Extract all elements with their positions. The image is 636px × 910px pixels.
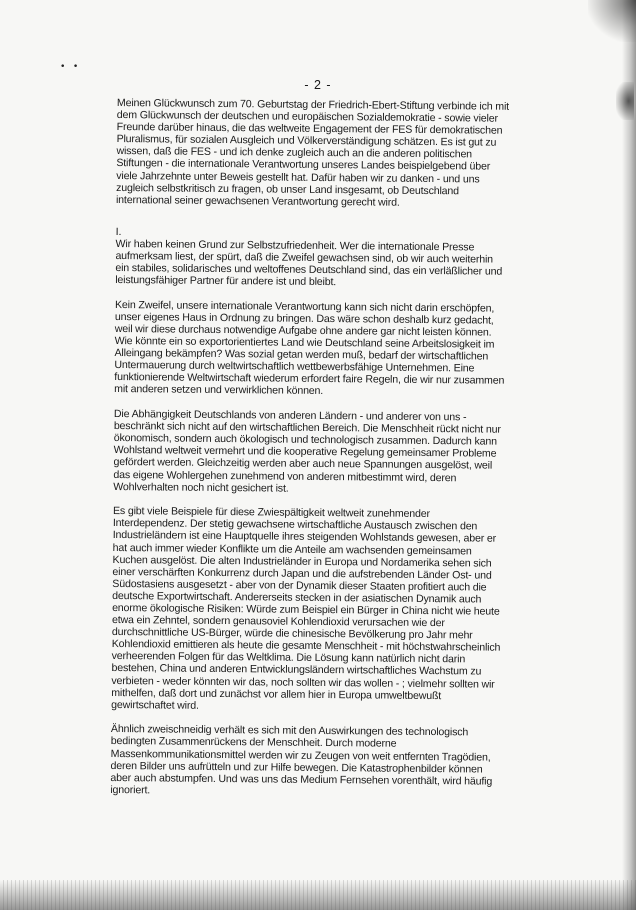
text-line: Kein Zweifel, unsere internationale Verantwortung kann sich nicht darin erschöpfen, [114, 298, 495, 315]
paragraph [113, 408, 584, 497]
text-line: Die Abhängigkeit Deutschlands von anderen Ländern - und anderer von uns - [113, 408, 467, 424]
paragraph [111, 505, 583, 715]
punch-marks: • • [60, 62, 80, 72]
text-line: einer verschärften Konkurrenz durch Japan und die aufstrebenden Länder Ost- und [112, 565, 492, 582]
text-line: Freunde darüber hinaus, die das weltweite Engagement der FES für demokratischen [116, 121, 503, 137]
scan-shadow-right-edge [622, 0, 636, 910]
text-line: beschränkt sich nicht auf den wirtschaftlichen Bereich. Die Menschheit rückt nicht nur [113, 420, 501, 436]
text-line: Wir haben keinen Grund zur Selbstzufriedenheit. Wer die internationale Presse [115, 237, 475, 254]
text-line: Ähnlich zweischneidig verhält es sich mit den Auswirkungen des technologisch [110, 723, 469, 739]
text-line: aufmerksam liest, der spürt, daß die Zweifel gewachsen sind, ob wir auch weiterhin [115, 250, 494, 266]
text-line: enorme ökologische Risiken: Würde zum Beispiel ein Bürger in China nicht wie heute [112, 601, 500, 618]
text-line: wissen, daß die FES - und ich denke zugleich auch an die anderen politischen [116, 145, 473, 161]
paragraph [115, 238, 585, 291]
text-line: Alleingang bekämpfen? Was sozial getan werden muß, bedarf der wirtschaftlichen [114, 347, 489, 363]
text-line: Kohlendioxid emittieren als heute die gesamte Menschheit - mit höchstwahrscheinlich [111, 638, 501, 654]
text-line: mit anderen setzen und verwirklichen können. [114, 383, 324, 398]
text-line: ignoriert. [110, 783, 151, 797]
paragraph [114, 299, 585, 400]
text-line: Pluralismus, für sozialen Ausgleich und Völkerverständigung schätzen. Es ist gut zu [116, 133, 497, 149]
text-line: verbieten - weder könnten wir das, noch sollten wir das wollen - ; vielmehr sollten wir [111, 674, 495, 691]
text-line: bedingten Zusammenrückens der Menschheit. Durch moderne [110, 735, 397, 751]
text-line: verheerenden Folgen für das Weltklima. Die Lösung kann natürlich nicht darin [111, 650, 466, 666]
text-line: funktionierende Weltwirtschaft wiederum erfordert faire Regeln, die wir nur zusammen [114, 371, 505, 388]
document-body [110, 97, 587, 813]
text-line: viele Jahrzehnte unter Beweis gestellt hat. Dafür haben wir zu danken - und uns [116, 169, 480, 186]
section-heading: I. [115, 225, 122, 238]
text-line: Kuchen ausgelöst. Die alten Industrieländer in Europa und Nordamerika sehen sich [112, 553, 492, 570]
text-line: leistungsfähiger Partner für andere ist und bleibt. [115, 274, 337, 289]
paragraph [110, 723, 581, 800]
text-line: hat auch immer wieder Konflikte um die Anteile am wachsenden gemeinsamen [112, 541, 472, 557]
text-line: bestehen, China und anderen Entwicklungsländern wirtschaftliches Wachstum zu [111, 662, 482, 678]
text-line: Meinen Glückwunsch zum 70. Geburtstag der Friedrich-Ebert-Stiftung verbinde ich mit [116, 97, 510, 113]
text-line: dem Glückwunsch der deutschen und europäischen Sozialdemokratie - sowie vieler [116, 109, 498, 125]
text-line: zugleich selbstkritisch zu fragen, ob unser Land insgesamt, ob Deutschland [116, 181, 459, 197]
text-line: Es gibt viele Beispiele für diese Zwiespältigkeit weltweit zunehmender [112, 505, 430, 521]
text-line: Wie könnte ein so exportorientiertes Land wie Deutschland seine Arbeitslosigkeit im [114, 335, 495, 351]
text-line: ein stabiles, solidarisches und weltoffenes Deutschland sind, das ein verläßlicher und [115, 262, 503, 278]
text-line: Stiftungen - die internationale Verantwortung unseres Landes beispielgebend über [116, 157, 491, 174]
text-line: Interdependenz. Der stetig gewachsene wirtschaftliche Austausch zwischen den [112, 517, 478, 533]
scan-artifact-bottom-edge [0, 880, 636, 910]
text-line: Südostasiens ausgesetzt - aber von der Dynamik dieser Staaten profitiert auch die [112, 577, 487, 594]
text-line: deutsche Exportwirtschaft. Andererseits stecken in der asiatischen Dynamik auch [112, 589, 482, 606]
text-line: unser eigenes Haus in Ordnung zu bringen. Das wäre schon deshalb kurz gedacht, [114, 310, 494, 327]
text-line: durchschnittliche US-Bürger, würde die chinesische Bevölkerung pro Jahr mehr [111, 626, 473, 642]
page-number: - 2 - [304, 78, 332, 92]
text-line: Industrieländern ist eine Hauptquelle ihres steigenden Wohlstands gewesen, aber er [112, 529, 497, 546]
text-line: Wohlverhalten noch nicht gesichert ist. [113, 480, 289, 495]
text-line: Untermauerung durch weltwirtschaftlich wettbewerbsfähige Unternehmen. Eine [114, 359, 475, 375]
text-line: das eigene Wohlergehen zunehmend von anderen mitbestimmt wird, deren [113, 468, 457, 484]
text-line: gewirtschaftet wird. [111, 698, 199, 712]
text-line: mithelfen, daß dort und zunächst vor allem hier in Europa umweltbewußt [111, 686, 442, 702]
text-line: gefördert werden. Gleichzeitig werden aber auch neue Spannungen ausgelöst, weil [113, 456, 493, 473]
text-line: etwa ein Zehntel, sondern genausoviel Kohlendioxid verursachen wie der [111, 614, 445, 630]
text-line: weil wir diese durchaus notwendige Aufgabe ohne andere gar nicht leisten können. [114, 322, 492, 339]
text-line: Massenkommunikationsmittel werden wir zu Zeugen von weit entfernten Tragödien, [110, 747, 491, 764]
scan-artifact-top-right [588, 0, 636, 42]
text-line: ökonomisch, sondern auch ökologisch und technologisch zusammen. Dadurch kann [113, 432, 497, 448]
text-line: deren Bilder uns aufrütteln und zur Hilfe bewegen. Die Katastrophenbilder können [110, 759, 483, 776]
text-line: aber auch abstumpfen. Und was uns das Medium Fernsehen vorenthält, wird häufig [110, 771, 493, 788]
text-line: international seiner gewachsenen Verantwortung gerecht wird. [115, 193, 400, 209]
paragraph [116, 97, 587, 210]
text-line: Wohlstand weltweit vermehrt und die kooperative Regelung gemeinsamer Probleme [113, 444, 497, 461]
